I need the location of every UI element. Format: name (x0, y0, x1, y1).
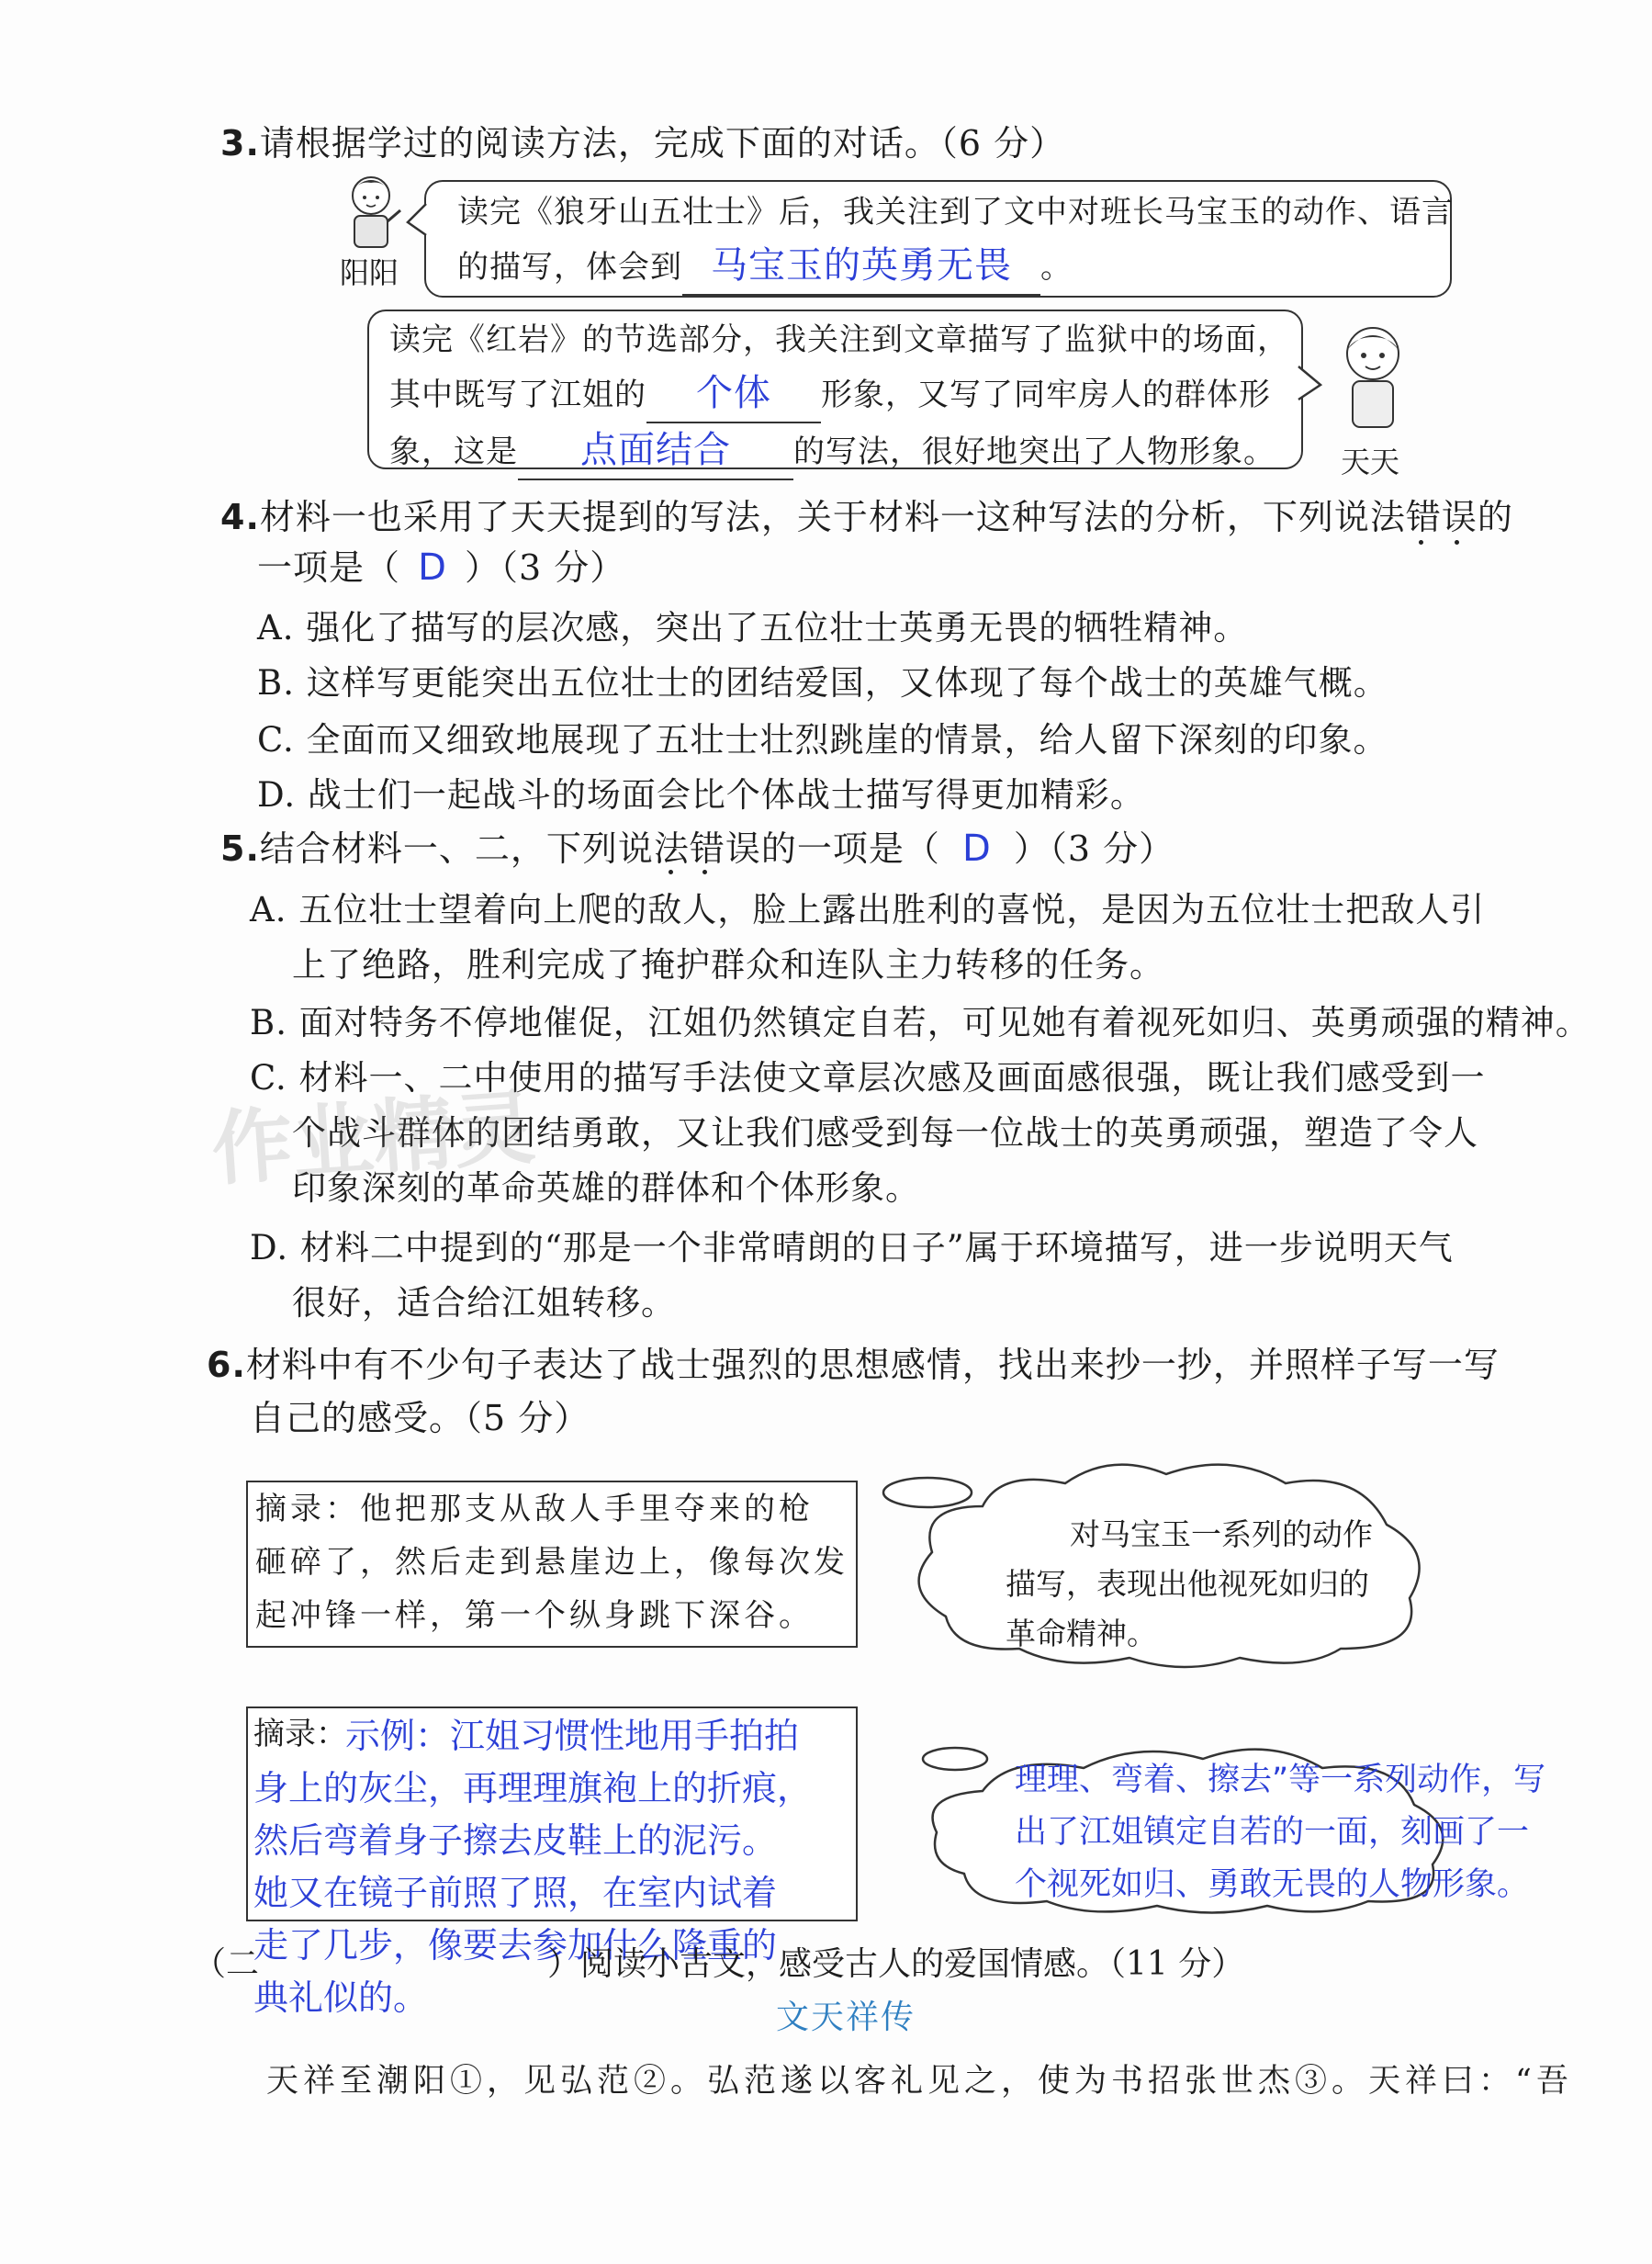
bubble1-line1: 读完《狼牙山五壮士》后，我关注到了文中对班长马宝玉的动作、语言 (457, 194, 1454, 231)
bubble1-answer: 马宝玉的英勇无畏 (711, 244, 1012, 287)
answer-excerpt-label: 摘录： (253, 1716, 347, 1752)
answer-excerpt-line: 身上的灰尘，再理理旗袍上的折痕， (253, 1768, 813, 1808)
answer-cloud-text (1015, 1754, 1545, 1911)
emphasis-dot (1419, 540, 1423, 545)
q5-option-c-line2: 个战斗群体的团结勇敢，又让我们感受到每一位战士的英勇顽强，塑造了令人 (292, 1113, 1478, 1153)
answer-cloud-line: 出了江姐镇定自若的一面，刻画了一 (1015, 1814, 1530, 1851)
example-excerpt-box (246, 1481, 858, 1648)
answer-excerpt-line: 她又在镜子前照了照，在室内试着 (253, 1873, 778, 1913)
q6-number: 6. (207, 1345, 246, 1385)
bubble2-tail (1297, 363, 1324, 403)
bubble2-answer2: 点面结合 (580, 429, 731, 471)
bubble2-answer1: 个体 (696, 372, 771, 414)
q3-number: 3. (220, 123, 260, 163)
passage-text: 天祥至潮阳①，见弘范②。弘范遂以客礼见之，使为书招张世杰③。天祥曰：“吾 (266, 2063, 1573, 2100)
q5-option-d-line2: 很好，适合给江姐转移。 (292, 1283, 676, 1323)
q4-stem: 材料一也采用了天天提到的写法，关于材料一这种写法的分析，下列说法错误的 (259, 497, 1513, 537)
answer-excerpt-line: 然后弯着身子擦去皮鞋上的泥污。 (253, 1820, 778, 1861)
bubble2-line3-post: 的写法，很好地突出了人物形象。 (793, 434, 1276, 470)
q4-answer: D (418, 546, 447, 589)
q4-line2-pre: 一项是（ (257, 547, 401, 588)
tiantian-figure-icon (1336, 317, 1410, 436)
q5-option-d-line1: D. 材料二中提到的“那是一个非常晴朗的日子”属于环境描写，进一步说明天气 (250, 1228, 1454, 1267)
q6-line2: 自己的感受。（5 分） (250, 1398, 590, 1438)
speech-bubble-yangyang (424, 180, 1452, 298)
bubble1-line2-pre: 的描写，体会到 (457, 249, 682, 286)
q5-number: 5. (220, 828, 260, 869)
emphasis-dot (1455, 540, 1459, 545)
q4-line2-post: ）（3 分） (465, 547, 626, 588)
bubble2-line2-pre: 其中既写了江姐的 (389, 377, 646, 413)
q4-line1 (220, 489, 1513, 539)
q4-option-d: D. 战士们一起战斗的场面会比个体战士描写得更加精彩。 (257, 775, 1145, 815)
example-cloud-line: 描写，表现出他视死如归的 (1006, 1566, 1369, 1602)
yangyang-label: 阳阳 (340, 255, 399, 290)
bubble2-line3-pre: 象，这是 (389, 434, 518, 470)
q4-line2 (257, 539, 625, 590)
answer-cloud-line: 个视死如归、勇敢无畏的人物形象。 (1015, 1866, 1530, 1903)
q6-stem: 材料中有不少句子表达了战士强烈的思想感情，找出来抄一抄，并照样子写一写 (245, 1345, 1500, 1385)
bubble1-tail (406, 202, 428, 239)
emphasis-dot (702, 870, 707, 874)
q4-option-b: B. 这样写更能突出五位壮士的团结爱国，又体现了每个战士的英雄气概。 (257, 663, 1388, 703)
q5-option-c-line3: 印象深刻的革命英雄的群体和个体形象。 (292, 1168, 920, 1208)
q5-stem: 结合材料一、二，下列说法错误的一项是（ (259, 828, 940, 869)
q5-option-b: B. 面对特务不停地催促，江姐仍然镇定自若，可见她有着视死如归、英勇顽强的精神。 (250, 1003, 1590, 1042)
example-cloud-line: 对马宝玉一系列的动作 (1070, 1516, 1373, 1552)
yangyang-figure-icon (342, 170, 406, 253)
q4-number: 4. (220, 497, 260, 537)
answer-cloud-line: 理理、弯着、擦去”等一系列动作，写 (1015, 1762, 1546, 1798)
emphasis-dot (669, 870, 673, 874)
q5-answer: D (962, 828, 992, 870)
answer-excerpt-line: 典礼似的。 (253, 1977, 429, 2018)
q5-line-post: ）（3 分） (1013, 828, 1175, 869)
q6-line1 (207, 1336, 1500, 1387)
speech-bubble-tiantian (367, 310, 1303, 469)
section-two-prefix: （二 (193, 1945, 260, 1983)
example-cloud-text (1006, 1510, 1373, 1659)
tiantian-label: 天天 (1341, 445, 1400, 479)
q5-option-c-line1: C. 材料一、二中使用的描写手法使文章层次感及画面感很强，既让我们感受到一 (250, 1058, 1486, 1098)
q3-heading (220, 115, 1065, 165)
q3-text: 请根据学过的阅读方法，完成下面的对话。（6 分） (259, 123, 1066, 163)
answer-excerpt-line: 走了几步，像要去参加什么隆重的 (253, 1925, 778, 1966)
passage-title: 文天祥传 (776, 1999, 916, 2036)
bubble2-line1: 读完《红岩》的节选部分，我关注到文章描写了监狱中的场面， (389, 321, 1289, 358)
example-excerpt-line: 砸碎了，然后走到悬崖边上，像每次发 (255, 1544, 848, 1581)
q4-option-c: C. 全面而又细致地展现了五壮士壮烈跳崖的情景，给人留下深刻的印象。 (257, 720, 1388, 760)
q5-option-a-line1: A. 五位壮士望着向上爬的敌人，脸上露出胜利的喜悦，是因为五位壮士把敌人引 (250, 890, 1486, 929)
bubble1-line2-post: 。 (1040, 249, 1073, 286)
example-excerpt-line: 摘录：他把那支从敌人手里夺来的枪 (255, 1491, 814, 1527)
watermark: 作业精灵 (208, 1079, 538, 1198)
q5-line (220, 820, 1174, 871)
section-two-heading: ）阅读小古文，感受古人的爱国情感。（11 分） (547, 1945, 1245, 1983)
example-cloud-line: 革命精神。 (1006, 1616, 1157, 1651)
q5-option-a-line2: 上了绝路，胜利完成了掩护群众和连队主力转移的任务。 (292, 945, 1164, 985)
example-excerpt-line: 起冲锋一样，第一个纵身跳下深谷。 (255, 1597, 814, 1634)
bubble2-line2-post: 形象，又写了同牢房人的群体形 (821, 377, 1271, 413)
q4-option-a: A. 强化了描写的层次感，突出了五位壮士英勇无畏的牺牲精神。 (257, 608, 1249, 648)
answer-excerpt-line: 示例：江姐习惯性地用手拍拍 (345, 1716, 800, 1756)
